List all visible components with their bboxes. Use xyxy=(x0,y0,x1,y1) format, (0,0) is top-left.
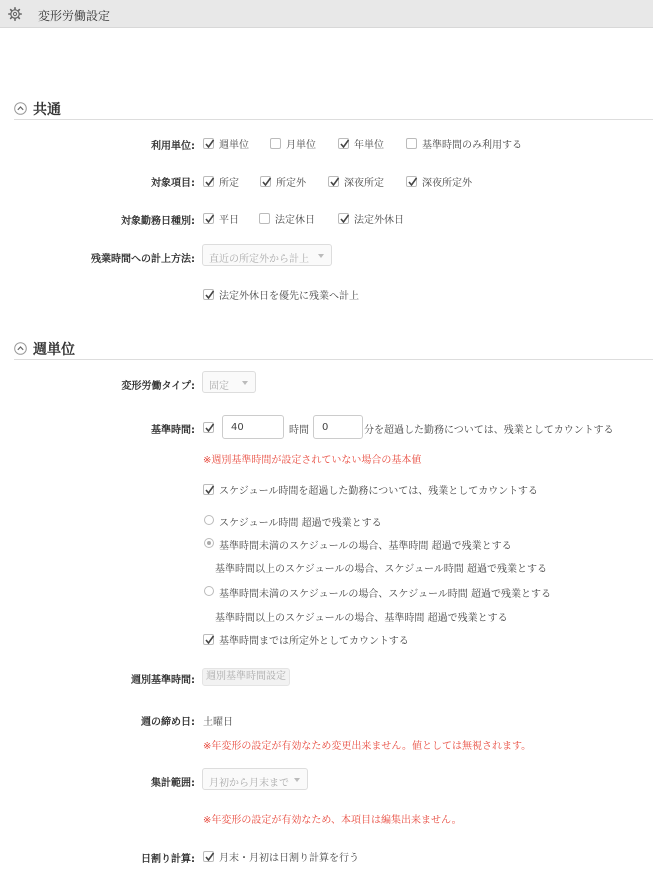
target-night-scheduled-checkbox[interactable] xyxy=(328,176,339,187)
schedule-overtime-checkbox[interactable] xyxy=(203,484,214,495)
collapse-toggle-icon[interactable] xyxy=(14,342,27,355)
weekly-type-select[interactable] xyxy=(202,371,256,393)
workday-legal-holiday-checkbox[interactable] xyxy=(259,213,270,224)
base-hours-input[interactable] xyxy=(222,415,284,439)
workday-non-legal-holiday-label: 法定外休日 xyxy=(354,215,404,226)
overtime-method-value: 直近の所定外から計上 xyxy=(209,254,309,265)
count-non-scheduled-checkbox[interactable] xyxy=(203,634,214,645)
radio-schedule-under-label: 基準時間未満のスケジュールの場合、スケジュール時間 超過で残業とする xyxy=(219,589,551,600)
collapse-toggle-icon[interactable] xyxy=(14,102,27,115)
checkmark-icon xyxy=(204,138,215,150)
target-scheduled-checkbox[interactable] xyxy=(203,176,214,187)
checkmark-icon xyxy=(407,176,418,188)
radio-schedule-time[interactable] xyxy=(204,515,214,525)
radio-schedule-time-label: スケジュール時間 超過で残業とする xyxy=(219,518,382,529)
checkmark-icon xyxy=(261,176,272,188)
priority-non-legal-label: 法定外休日を優先に残業へ計上 xyxy=(219,291,359,302)
section-title: 週単位 xyxy=(33,342,75,358)
checkmark-icon xyxy=(204,484,215,496)
chevron-down-icon xyxy=(294,778,300,782)
daily-calc-checkbox[interactable] xyxy=(203,851,214,862)
target-night-non-scheduled-checkbox[interactable] xyxy=(406,176,417,187)
checkmark-icon xyxy=(204,851,215,863)
unit-yearly-checkbox[interactable] xyxy=(338,138,349,149)
unit-base-only-checkbox[interactable] xyxy=(406,138,417,149)
checkmark-icon xyxy=(339,213,350,225)
weekly-base-settings-button[interactable]: 週別基準時間設定 xyxy=(202,668,290,686)
base-time-note: ※週別基準時間が設定されていない場合の基本値 xyxy=(203,455,422,466)
week-end-warning: ※年変形の設定が有効なため変更出来ません。値としては無視されます。 xyxy=(203,741,532,752)
weekly-base-label: 週別基準時間: xyxy=(131,675,195,686)
range-select[interactable] xyxy=(202,768,308,790)
checkmark-icon xyxy=(204,422,215,434)
workday-non-legal-holiday-checkbox[interactable] xyxy=(338,213,349,224)
base-time-label: 基準時間: xyxy=(151,425,195,436)
daily-calc-label: 日割り計算: xyxy=(141,854,195,865)
range-warning: ※年変形の設定が有効なため、本項目は編集出来ません。 xyxy=(203,815,462,826)
checkmark-icon xyxy=(204,213,215,225)
weekly-type-label: 変形労働タイプ: xyxy=(121,381,195,392)
schedule-overtime-label: スケジュール時間を超過した勤務については、残業としてカウントする xyxy=(219,486,538,497)
unit-base-only-label: 基準時間のみ利用する xyxy=(422,140,522,151)
range-value: 月初から月末まで xyxy=(209,778,289,789)
checkmark-icon xyxy=(329,176,340,188)
chevron-down-icon xyxy=(242,381,248,385)
target-non-scheduled-label: 所定外 xyxy=(276,178,306,189)
unit-weekly-checkbox[interactable] xyxy=(203,138,214,149)
section-common-header xyxy=(14,101,653,120)
target-night-non-scheduled-label: 深夜所定外 xyxy=(422,178,472,189)
page-title: 変形労働設定 xyxy=(38,9,111,23)
daily-calc-text: 月末・月初は日割り計算を行う xyxy=(219,853,359,864)
workday-types-label: 対象勤務日種別: xyxy=(121,216,195,227)
title-bar xyxy=(0,0,653,28)
hours-unit-label: 時間 xyxy=(289,425,309,436)
radio-base-under-sublabel: 基準時間以上のスケジュールの場合、スケジュール時間 超過で残業とする xyxy=(215,564,547,575)
unit-label: 利用単位: xyxy=(151,141,195,152)
unit-weekly-label: 週単位 xyxy=(219,140,249,151)
checkmark-icon xyxy=(204,176,215,188)
checkmark-icon xyxy=(204,289,215,301)
base-time-checkbox[interactable] xyxy=(203,422,214,433)
section-title: 共通 xyxy=(33,102,61,118)
weekly-type-value: 固定 xyxy=(209,381,229,392)
target-items-label: 対象項目: xyxy=(151,178,195,189)
workday-weekday-label: 平日 xyxy=(219,215,239,226)
unit-yearly-label: 年単位 xyxy=(354,140,384,151)
section-weekly-header xyxy=(14,341,653,360)
radio-base-under-label: 基準時間未満のスケジュールの場合、基準時間 超過で残業とする xyxy=(219,541,512,552)
overtime-method-label: 残業時間への計上方法: xyxy=(91,254,195,265)
workday-weekday-checkbox[interactable] xyxy=(203,213,214,224)
chevron-down-icon xyxy=(318,254,324,258)
target-non-scheduled-checkbox[interactable] xyxy=(260,176,271,187)
workday-legal-holiday-label: 法定休日 xyxy=(275,215,315,226)
radio-schedule-under-sublabel: 基準時間以上のスケジュールの場合、基準時間 超過で残業とする xyxy=(215,613,508,624)
week-end-label: 週の締め日: xyxy=(141,717,195,728)
gear-icon xyxy=(8,7,22,21)
radio-schedule-under[interactable] xyxy=(204,586,214,596)
count-non-scheduled-label: 基準時間までは所定外としてカウントする xyxy=(219,636,409,647)
priority-non-legal-checkbox[interactable] xyxy=(203,289,214,300)
radio-base-under[interactable] xyxy=(204,538,214,548)
unit-monthly-checkbox[interactable] xyxy=(270,138,281,149)
range-label: 集計範囲: xyxy=(151,778,195,789)
unit-monthly-label: 月単位 xyxy=(286,140,316,151)
target-scheduled-label: 所定 xyxy=(219,178,239,189)
overtime-method-select[interactable] xyxy=(202,244,332,266)
target-night-scheduled-label: 深夜所定 xyxy=(344,178,384,189)
base-time-suffix: 分を超過した勤務については、残業としてカウントする xyxy=(364,425,614,436)
checkmark-icon xyxy=(339,138,350,150)
checkmark-icon xyxy=(204,634,215,646)
base-minutes-input[interactable] xyxy=(313,415,363,439)
week-end-value: 土曜日 xyxy=(203,717,233,728)
